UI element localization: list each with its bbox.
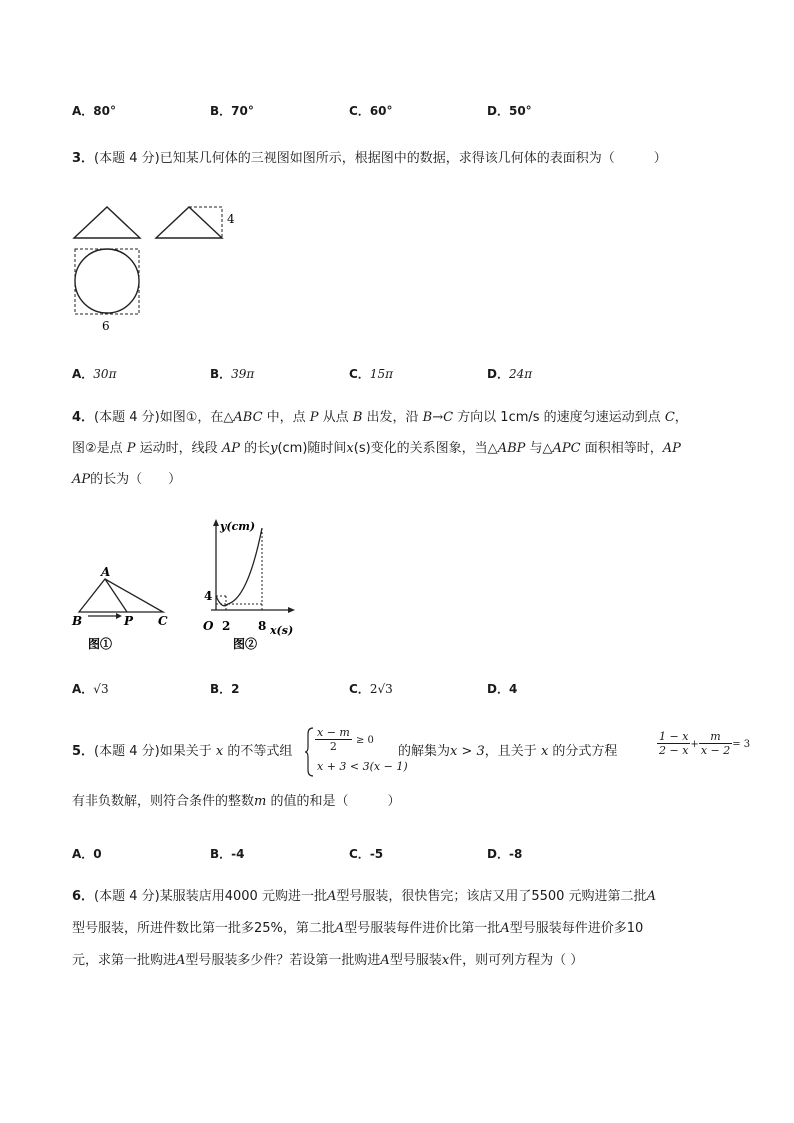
ineq1-fraction: $\frac{x - m}{2}$	[317, 726, 350, 753]
left-brace	[305, 726, 315, 778]
option-d[interactable]: D．24π	[487, 367, 533, 381]
y-tick-4: 4	[204, 589, 213, 603]
q6-stem-line-1: 6．(本题 4 分)某服装店用4000 元购进一批A型号服装，很快售完；该店又用了5500 元购进第二批A	[72, 889, 656, 904]
segment-ap	[105, 579, 127, 612]
top-view-circle	[75, 249, 139, 313]
figure-2-caption: 图②	[233, 637, 258, 651]
width-label: 6	[102, 319, 110, 333]
label-b: B	[72, 614, 83, 628]
triangle-abc	[79, 579, 163, 612]
q4-figure-2-graph	[196, 518, 306, 654]
y-axis-label: y(cm)	[220, 520, 256, 533]
x-axis-arrow	[288, 607, 295, 613]
q5-stem-line-2: 有非负数解，则符合条件的整数m 的值的和是（ ）	[72, 794, 401, 809]
q4-stem-line-2: 图②是点 P 运动时，线段 AP 的长y(cm)随时间x(s)变化的关系图象，当△ABP 与△APC 面积相等时，AP	[72, 441, 681, 456]
x-axis-label: x(s)	[270, 624, 294, 637]
q4-stem-line-1: 4．(本题 4 分)如图①，在△ABC 中，点 P 从点 B 出发，沿 B→C 方向以 1cm/s 的速度匀速运动到点 C，	[72, 410, 688, 425]
figure-1-caption: 图①	[88, 637, 113, 651]
q4-figure-1	[68, 560, 178, 652]
option-b[interactable]: B．-4	[210, 847, 245, 861]
option-a[interactable]: A．30π	[72, 367, 117, 381]
side-view-triangle	[156, 207, 222, 238]
front-view-triangle	[74, 207, 140, 238]
option-a[interactable]: A．0	[72, 847, 102, 861]
option-b[interactable]: B．70°	[210, 104, 254, 118]
option-a[interactable]: A．√3	[72, 682, 109, 696]
option-c[interactable]: C．2√3	[349, 682, 393, 696]
curve-y-vs-x	[216, 528, 262, 606]
origin-label: O	[203, 619, 214, 633]
fractional-equation: $\frac{1 - x}{2 - x}$ + $\frac{m}{x - 2}$ = 3	[659, 730, 751, 757]
q3-three-view-figure	[66, 198, 256, 338]
ineq2: x + 3 < 3(x − 1)	[317, 760, 408, 773]
label-a: A	[101, 565, 111, 579]
option-a[interactable]: A．80°	[72, 104, 116, 118]
option-c[interactable]: C．-5	[349, 847, 384, 861]
option-d[interactable]: D．-8	[487, 847, 523, 861]
option-d[interactable]: D．50°	[487, 104, 532, 118]
option-c[interactable]: C．15π	[349, 367, 393, 381]
y-axis-arrow	[213, 519, 219, 526]
q4-stem-line-3: AP的长为（ ）	[72, 472, 182, 487]
label-c: C	[158, 614, 168, 628]
option-d[interactable]: D．4	[487, 682, 518, 696]
x-tick-8: 8	[258, 619, 267, 633]
height-label: 4	[227, 212, 235, 226]
option-c[interactable]: C．60°	[349, 104, 393, 118]
q3-stem: 3．(本题 4 分)已知某几何体的三视图如图所示，根据图中的数据，求得该几何体的表面积为（ ）	[72, 151, 667, 166]
arrow-head	[116, 613, 122, 619]
q6-stem-line-2: 型号服装，所进件数比第一批多25%，第二批A型号服装每件进价比第一批A型号服装每件进价多10	[72, 921, 644, 936]
x-tick-2: 2	[222, 619, 231, 633]
label-p: P	[124, 614, 134, 628]
q6-stem-line-3: 元，求第一批购进A型号服装多少件？若设第一批购进A型号服装x件，则可列方程为（ ）	[72, 953, 584, 968]
option-b[interactable]: B．39π	[210, 367, 255, 381]
option-b[interactable]: B．2	[210, 682, 240, 696]
inequality-system: $\frac{x - m}{2}$ ≥ 0 x + 3 < 3(x − 1)	[305, 726, 399, 778]
